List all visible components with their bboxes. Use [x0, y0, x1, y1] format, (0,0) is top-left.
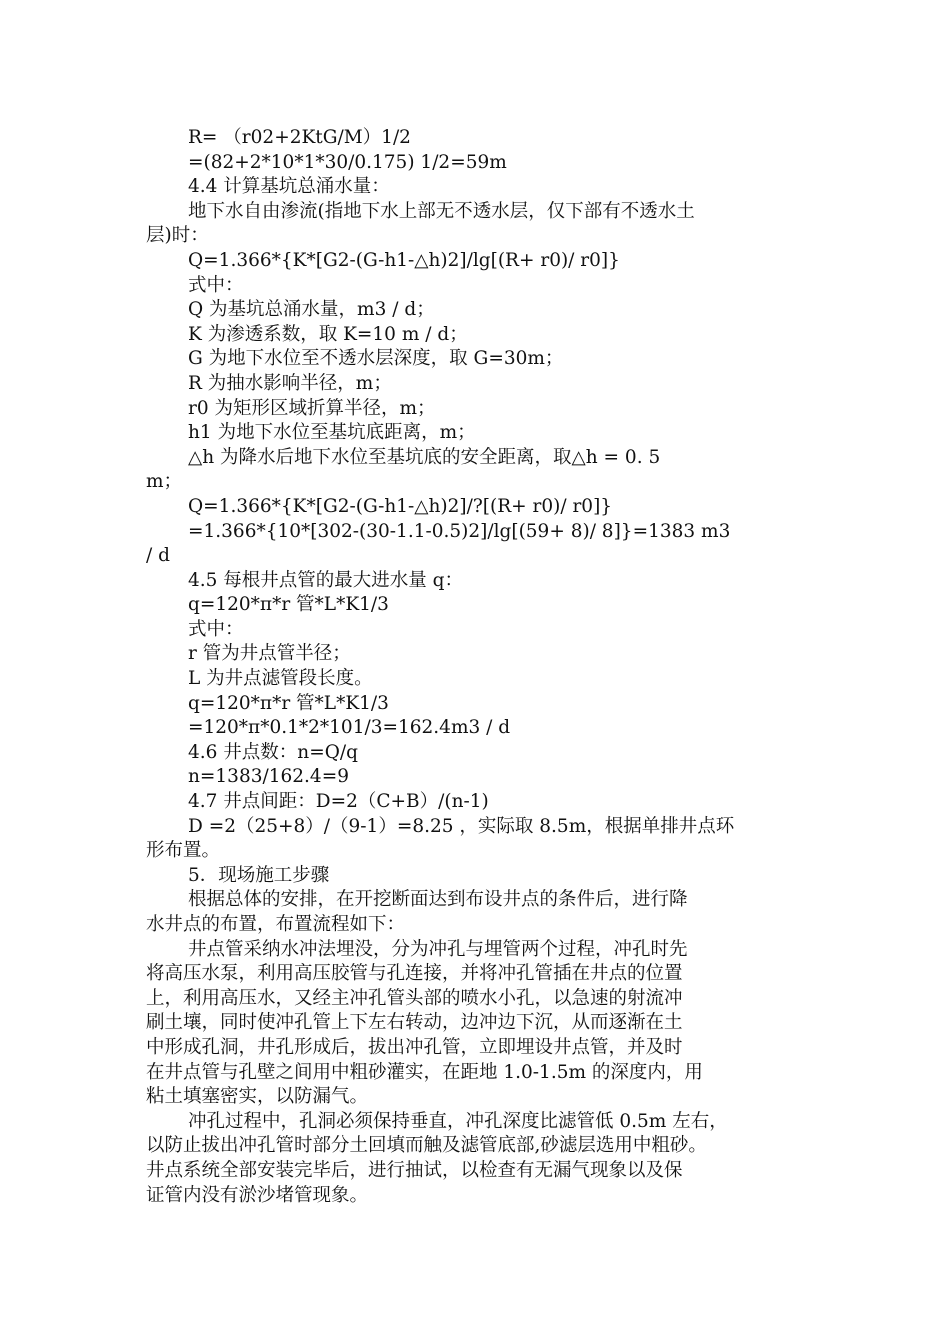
text-line: r 管为井点管半径； [188, 643, 351, 665]
text-line: 将高压水泵，利用高压胶管与孔连接，并将冲孔管插在井点的位置 [146, 963, 683, 985]
text-line: 井点管采纳水冲法埋没，分为冲孔与埋管两个过程，冲孔时先 [188, 938, 688, 960]
text-line: L 为井点滤管段长度。 [188, 668, 373, 690]
text-line: =1.366*{10*[302-(30-1.1-0.5)2]/lg[(59+ 8)/ 8]}=1383 m3 [188, 520, 731, 542]
text-line: Q=1.366*{K*[G2-(G-h1-△h)2]/?[(R+ r0)/ r0]} [188, 495, 613, 517]
text-line: 井点系统全部安装完毕后，进行抽试，以检查有无漏气现象以及保 [146, 1159, 683, 1181]
text-line: 刷土壤，同时使冲孔管上下左右转动，边冲边下沉，从而逐渐在土 [146, 1012, 683, 1034]
text-line: △h 为降水后地下水位至基坑底的安全距离，取△h = 0. 5 [188, 446, 661, 468]
text-line: Q=1.366*{K*[G2-(G-h1-△h)2]/lg[(R+ r0)/ r0]} [188, 249, 620, 271]
text-line: 形布置。 [146, 840, 221, 862]
text-line: 5．现场施工步骤 [188, 864, 330, 886]
text-line: / d [146, 545, 170, 567]
text-line: K 为渗透系数，取 K=10 m / d； [188, 323, 468, 345]
text-line: 证管内没有淤沙堵管现象。 [146, 1184, 369, 1206]
text-line: 上，利用高压水，又经主冲孔管头部的喷水小孔，以急速的射流冲 [146, 987, 683, 1009]
text-line: 中形成孔洞，井孔形成后，拔出冲孔管，立即埋设井点管，并及时 [146, 1036, 683, 1058]
text-line: =(82+2*10*1*30/0.175) 1/2=59m [188, 151, 507, 173]
text-line: 4.7 井点间距：D=2（C+B）/(n-1) [188, 791, 489, 813]
text-line: 4.5 每根井点管的最大进水量 q： [188, 569, 464, 591]
text-line: m； [146, 471, 183, 493]
text-line: r0 为矩形区域折算半径，m； [188, 397, 436, 419]
text-line: q=120*π*r 管*L*K1/3 [188, 692, 389, 714]
text-line: 式中： [188, 274, 244, 296]
text-line: 根据总体的安排，在开挖断面达到布设井点的条件后，进行降 [188, 889, 688, 911]
text-line: h1 为地下水位至基坑底距离，m； [188, 422, 476, 444]
text-line: 4.6 井点数：n=Q/q [188, 741, 358, 763]
text-line: D =2（25+8）/（9-1）=8.25 ，实际取 8.5m，根据单排井点环 [188, 815, 735, 837]
text-line: 在井点管与孔壁之间用中粗砂灌实，在距地 1.0-1.5m 的深度内，用 [146, 1061, 703, 1083]
text-line: 地下水自由渗流(指地下水上部无不透水层，仅下部有不透水土 [188, 200, 695, 222]
text-line: q=120*π*r 管*L*K1/3 [188, 594, 389, 616]
text-line: 层)时： [146, 225, 209, 247]
text-line: 4.4 计算基坑总涌水量： [188, 176, 390, 198]
text-line: Q 为基坑总涌水量，m3 / d； [188, 299, 435, 321]
text-line: n=1383/162.4=9 [188, 766, 349, 788]
text-line: 冲孔过程中，孔洞必须保持垂直，冲孔深度比滤管低 0.5m 左右， [188, 1110, 728, 1132]
text-line: 以防止拔出冲孔管时部分土回填而触及滤管底部,砂滤层选用中粗砂。 [146, 1135, 707, 1157]
text-line: =120*π*0.1*2*101/3=162.4m3 / d [188, 717, 511, 739]
text-line: R= （r02+2KtG/M）1/2 [188, 127, 411, 148]
document-body [146, 126, 811, 1208]
text-line: 式中： [188, 618, 244, 640]
text-line: 粘土填塞密实，以防漏气。 [146, 1086, 369, 1108]
text-line: R 为抽水影响半径，m； [188, 372, 392, 394]
text-line: 水井点的布置，布置流程如下： [146, 914, 406, 935]
text-line: G 为地下水位至不透水层深度，取 G=30m； [188, 348, 564, 370]
